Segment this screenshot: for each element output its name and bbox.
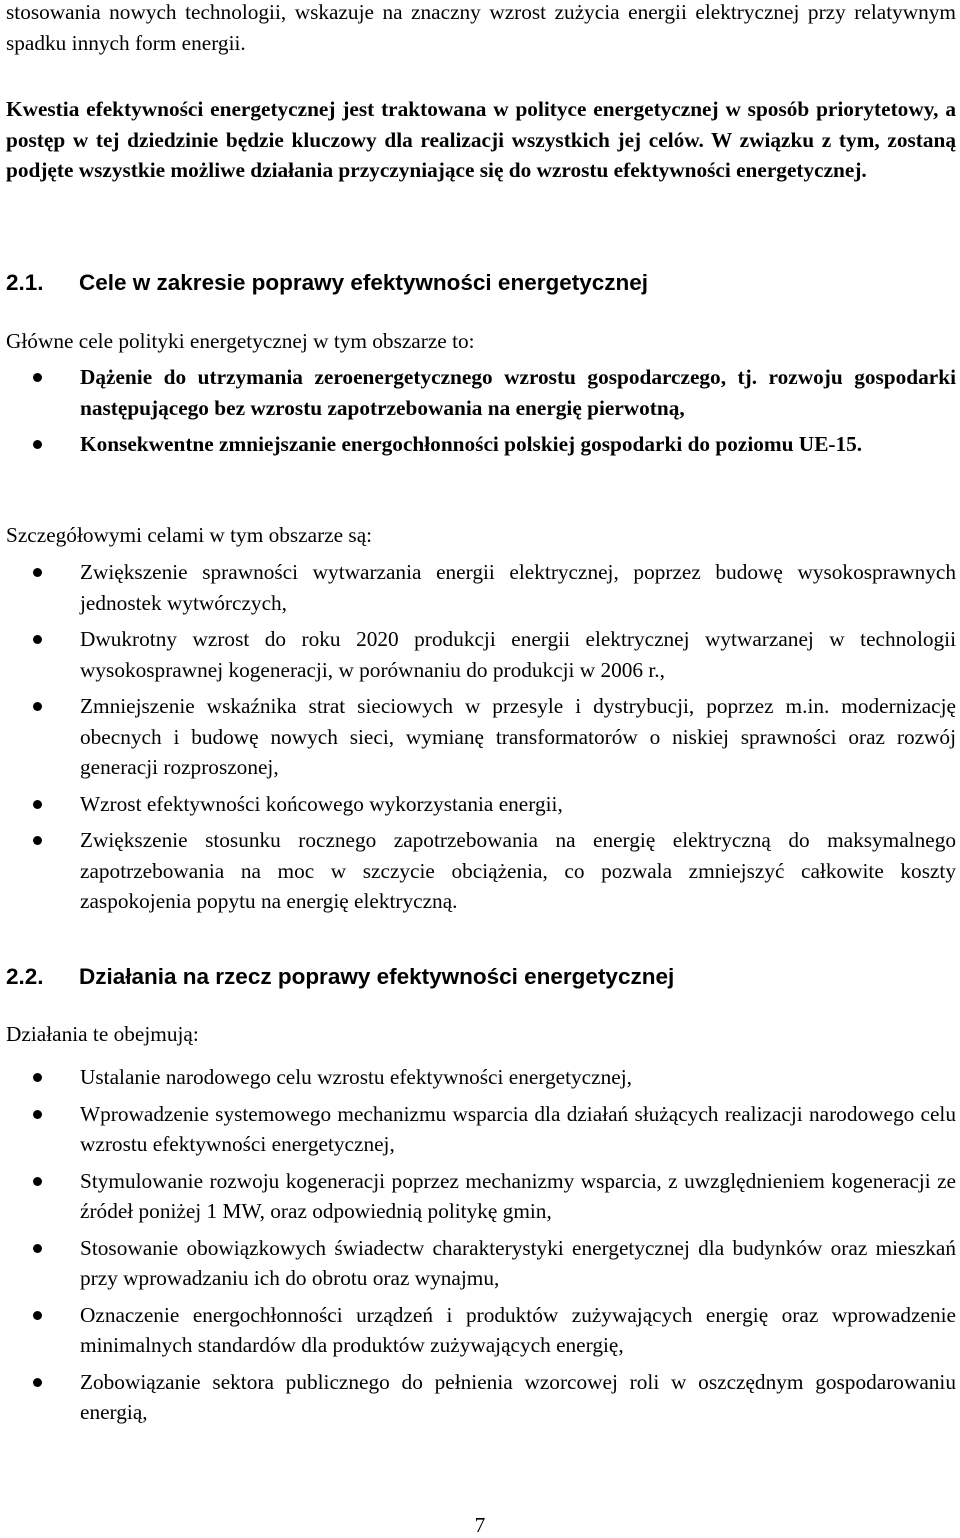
intro-paragraph-2: Kwestia efektywności energetycznej jest traktowana w polityce energetycznej w sposób priorytetowy, a postęp w tej dziedzinie będzie kluczowy dla realizacji wszystkich jej celów. W związku z tym, zostaną podjęte wszystkie możliwe działania przyczyniające się do wzrostu efektywności energetycznej. xyxy=(6,97,956,182)
section-2-2-lead: Działania te obejmują: xyxy=(6,1022,199,1046)
list-item: Stymulowanie rozwoju kogeneracji poprzez mechanizmy wsparcia, z uwzględnieniem kogeneracji ze źródeł poniżej 1 MW, oraz odpowiednią politykę gmin, xyxy=(6,1166,956,1227)
bullet-icon xyxy=(33,1110,42,1119)
bullet-icon xyxy=(33,702,42,711)
bullet-icon xyxy=(33,836,42,845)
section-2-1-heading xyxy=(6,268,648,298)
section-2-2-title: Działania na rzecz poprawy efektywności energetycznej xyxy=(79,964,675,989)
list-item: Konsekwentne zmniejszanie energochłonności polskiej gospodarki do poziomu UE-15. xyxy=(6,429,956,460)
section-2-1-number: 2.1. xyxy=(6,270,44,295)
section-2-1-lead: Główne cele polityki energetycznej w tym obszarze to: xyxy=(6,329,475,353)
section-2-1-title: Cele w zakresie poprawy efektywności energetycznej xyxy=(79,270,648,295)
list-item: Zwiększenie stosunku rocznego zapotrzebowania na energię elektryczną do maksymalnego zapotrzebowania na moc w szczycie obciążenia, co pozwala zmniejszyć całkowite koszty zaspokojenia popytu na energię elektryczną. xyxy=(6,825,956,917)
list-item: Wzrost efektywności końcowego wykorzystania energii, xyxy=(6,789,956,820)
actions-list xyxy=(6,1062,956,1428)
list-item: Zwiększenie sprawności wytwarzania energii elektrycznej, poprzez budowę wysokosprawnych jednostek wytwórczych, xyxy=(6,557,956,618)
bullet-icon xyxy=(33,800,42,809)
section-2-2-number: 2.2. xyxy=(6,964,44,989)
bullet-icon xyxy=(33,1311,42,1320)
bullet-icon xyxy=(33,1378,42,1387)
bullet-icon xyxy=(33,1073,42,1082)
main-goals-list xyxy=(6,362,956,460)
section-2-1-detail-lead: Szczegółowymi celami w tym obszarze są: xyxy=(6,523,373,547)
intro-paragraph-1: stosowania nowych technologii, wskazuje na znaczny wzrost zużycia energii elektrycznej przy relatywnym spadku innych form energii. xyxy=(6,0,956,55)
list-item: Dwukrotny wzrost do roku 2020 produkcji energii elektrycznej wytwarzanej w technologii wysokosprawnej kogeneracji, w porównaniu do produkcji w 2006 r., xyxy=(6,624,956,685)
section-2-2-heading xyxy=(6,962,674,992)
detail-goals-list xyxy=(6,557,956,917)
page-number: 7 xyxy=(474,1513,486,1537)
list-item: Zobowiązanie sektora publicznego do pełnienia wzorcowej roli w oszczędnym gospodarowaniu energią, xyxy=(6,1367,956,1428)
list-item: Ustalanie narodowego celu wzrostu efektywności energetycznej, xyxy=(6,1062,956,1093)
list-item: Zmniejszenie wskaźnika strat sieciowych w przesyle i dystrybucji, poprzez m.in. modernizację obecnych i budowę nowych sieci, wymianę transformatorów o niskiej sprawności oraz rozwój generacji rozproszonej, xyxy=(6,691,956,783)
bullet-icon xyxy=(33,1244,42,1253)
bullet-icon xyxy=(33,1177,42,1186)
list-item: Oznaczenie energochłonności urządzeń i produktów zużywających energię oraz wprowadzenie minimalnych standardów dla produktów zużywających energię, xyxy=(6,1300,956,1361)
bullet-icon xyxy=(33,373,42,382)
bullet-icon xyxy=(33,440,42,449)
list-item: Stosowanie obowiązkowych świadectw charakterystyki energetycznej dla budynków oraz mieszkań przy wprowadzaniu ich do obrotu oraz wynajmu, xyxy=(6,1233,956,1294)
list-item: Wprowadzenie systemowego mechanizmu wsparcia dla działań służących realizacji narodowego celu wzrostu efektywności energetycznej, xyxy=(6,1099,956,1160)
list-item: Dążenie do utrzymania zeroenergetycznego wzrostu gospodarczego, tj. rozwoju gospodarki następującego bez wzrostu zapotrzebowania na energię pierwotną, xyxy=(6,362,956,423)
bullet-icon xyxy=(33,568,42,577)
bullet-icon xyxy=(33,635,42,644)
